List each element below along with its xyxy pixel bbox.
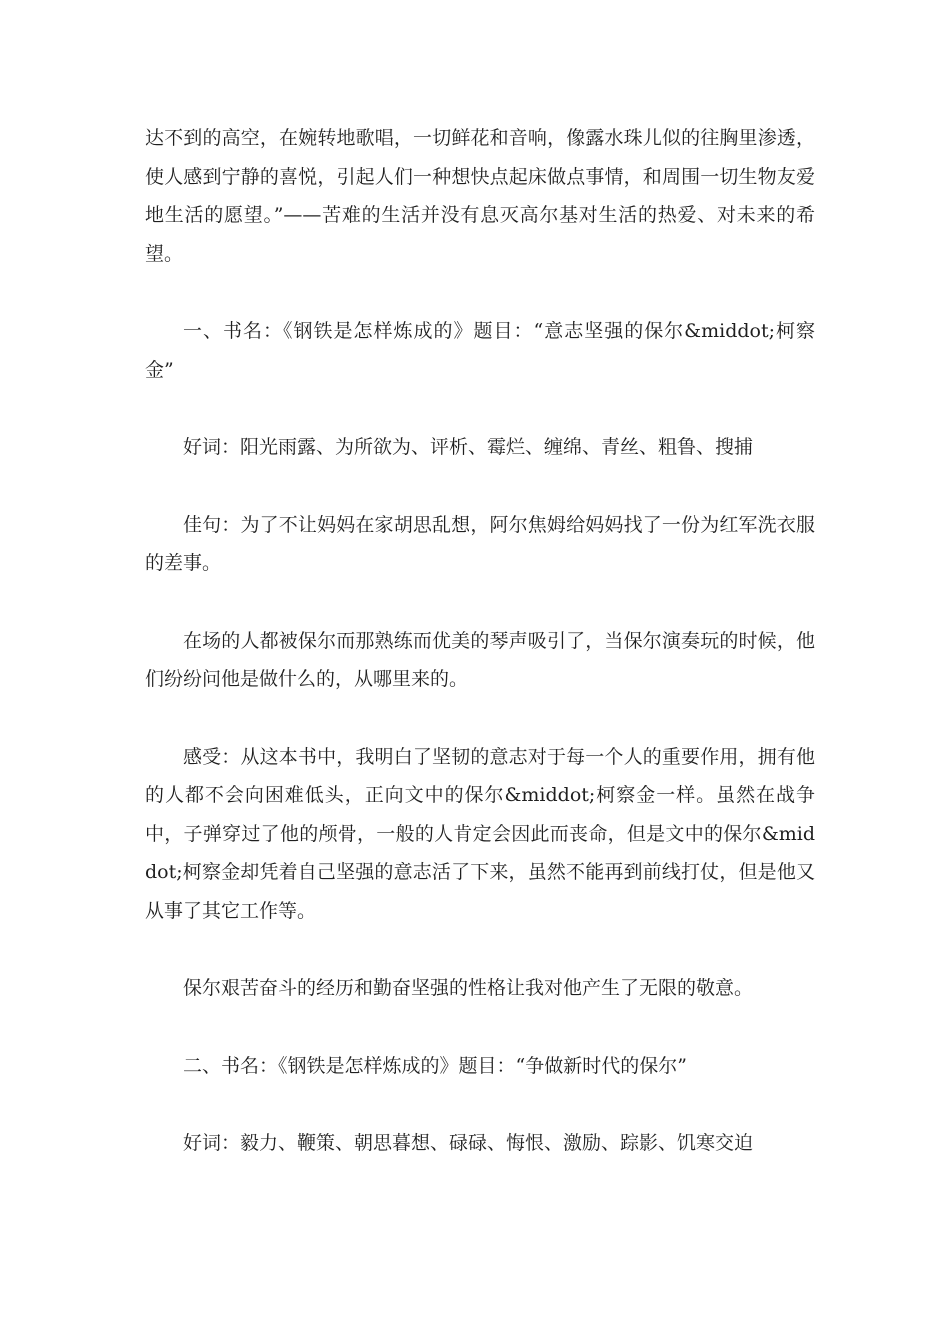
book1-respect [145, 969, 815, 1008]
text-line: 二、书名：《钢铁是怎样炼成的》题目：“争做新时代的保尔” [183, 1054, 687, 1077]
text-line: 保尔艰苦奋斗的经历和勤奋坚强的性格让我对他产生了无限的敬意。 [183, 977, 754, 999]
text-line: 使人感到宁静的喜悦，引起人们一种想快点起床做点事情，和周围一切生物友 [145, 165, 796, 188]
text-line: 好词：阳光雨露、为所欲为、评析、霉烂、缠绵、青丝、粗鲁、搜捕 [183, 436, 754, 458]
text-line: 他们纷纷问他是做什么的，从哪里来的。 [145, 629, 815, 690]
book1-good-sentence-2 [145, 622, 815, 699]
book2-good-words [145, 1124, 815, 1163]
text-line: 一、书名：《钢铁是怎样炼成的》题目：“意志坚强的保尔&middot;柯察 [183, 320, 815, 342]
document-body [145, 119, 815, 1202]
text-line: 好词：毅力、鞭策、朝思暮想、碌碌、悔恨、激励、踪影、饥寒交迫 [183, 1132, 754, 1154]
text-line: 是他又从事了其它工作等。 [145, 861, 815, 922]
text-line: 金” [145, 358, 174, 381]
continuation-paragraph [145, 119, 815, 273]
book1-good-words [145, 428, 815, 467]
text-line: 服的差事。 [145, 513, 815, 574]
text-line: 的希望。 [145, 204, 815, 265]
book1-good-sentence [145, 506, 815, 583]
text-line: 爱地生活的愿望。”——苦难的生活并没有息灭高尔基对生活的热爱、对未来 [145, 165, 815, 226]
book2-heading [145, 1047, 815, 1086]
book1-feeling [145, 738, 815, 931]
text-line: 感受：从这本书中，我明白了坚韧的意志对于每一个人的重要作用，拥有 [183, 745, 796, 768]
book1-heading [145, 312, 815, 389]
text-line: 中，子弹穿过了他的颅骨，一般的人肯定会因此而丧命，但是文中的保尔 [145, 822, 762, 845]
text-line: 他的人都不会向困难低头，正向文中的保尔&middot;柯察金一样。虽然在战争 [145, 745, 815, 806]
text-line: 佳句：为了不让妈妈在家胡思乱想，阿尔焦姆给妈妈找了一份为红军洗衣 [183, 513, 796, 536]
text-line: &middot;柯察金却凭着自己坚强的意志活了下来，虽然不能再到前线打仗，但 [145, 822, 815, 883]
text-line: 在场的人都被保尔而那熟练而优美的琴声吸引了，当保尔演奏玩的时候， [183, 629, 796, 652]
text-line: 达不到的高空，在婉转地歌唱，一切鲜花和音响，像露水珠儿似的往胸里渗透， [145, 127, 815, 149]
